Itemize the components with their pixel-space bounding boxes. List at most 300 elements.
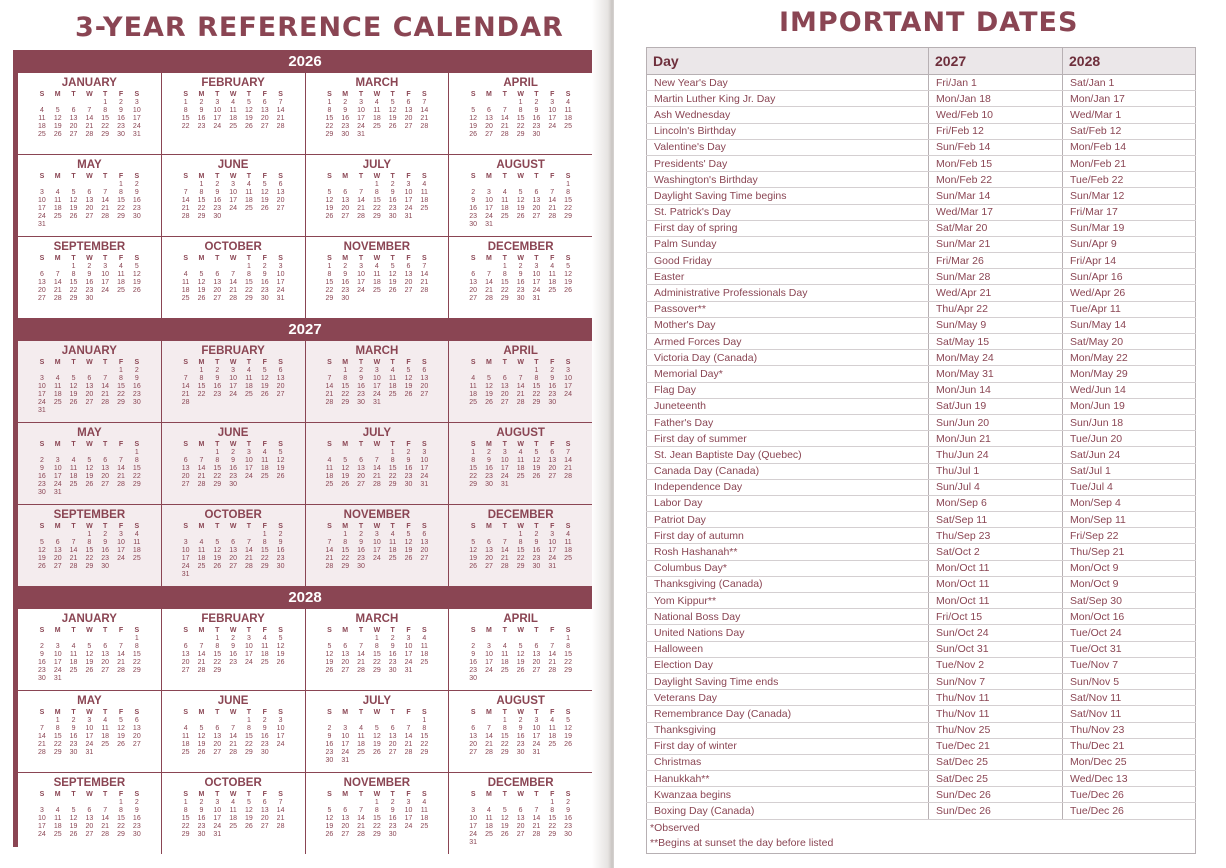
day-number: 7: [406, 725, 411, 732]
day-number: 29: [53, 749, 62, 756]
day-number: 6: [103, 643, 108, 650]
weekday-header: F: [262, 359, 267, 366]
day-number: 12: [117, 725, 125, 732]
day-number: 20: [69, 123, 78, 130]
day-number: 9: [119, 107, 123, 114]
empty-cell: [34, 717, 50, 725]
table-row: [647, 447, 1196, 463]
day-number: 21: [101, 205, 110, 212]
day-number: 18: [245, 383, 253, 390]
date-2028: Mon/Oct 9: [1063, 576, 1196, 592]
day-number: 28: [372, 481, 381, 488]
weekday-header: S: [278, 791, 283, 798]
day-number: 8: [550, 807, 555, 814]
day-number: 11: [469, 383, 477, 390]
day-number: 17: [564, 383, 572, 390]
table-row: [647, 657, 1196, 673]
day-number: 30: [260, 749, 269, 756]
empty-cell: [209, 263, 225, 271]
day-number: 23: [38, 481, 46, 488]
day-number: 15: [117, 197, 125, 204]
month-name: NOVEMBER: [343, 777, 411, 789]
day-number: 31: [276, 295, 285, 302]
day-number: 17: [341, 741, 350, 748]
day-number: 28: [357, 213, 365, 220]
weekday-header: T: [502, 791, 507, 798]
day-number: 30: [532, 563, 541, 570]
day-number: 25: [388, 555, 397, 562]
day-number: 10: [101, 271, 110, 278]
empty-cell: [481, 799, 497, 807]
day-number: 30: [485, 481, 493, 488]
weekday-header: S: [565, 627, 571, 634]
day-number: 9: [359, 375, 363, 382]
day-number: 5: [471, 107, 476, 114]
weekday-header: S: [565, 173, 571, 180]
weekday-header: F: [550, 441, 555, 448]
day-number: 3: [246, 449, 251, 456]
day-number: 17: [548, 547, 557, 554]
weekday-header: S: [421, 173, 427, 180]
weekday-header: T: [502, 91, 507, 98]
weekday-header: T: [390, 709, 395, 716]
day-number: 18: [420, 815, 429, 822]
day-grid: [322, 441, 433, 489]
day-number: 7: [199, 643, 204, 650]
day-number: 26: [516, 213, 525, 220]
day-number: 8: [534, 375, 539, 382]
weekday-header: S: [39, 791, 45, 798]
empty-cell: [465, 181, 481, 189]
day-number: 18: [117, 279, 125, 286]
day-number: 27: [388, 749, 397, 756]
day-number: 30: [132, 399, 141, 406]
day-number: 13: [420, 375, 429, 382]
day-number: 2: [471, 189, 476, 196]
day-number: 7: [231, 271, 236, 278]
weekday-header: S: [39, 709, 45, 716]
weekday-header: T: [534, 709, 539, 716]
empty-cell: [66, 799, 82, 807]
day-number: 29: [341, 563, 350, 570]
day-number: 17: [38, 205, 46, 212]
day-name: First day of summer: [647, 431, 929, 447]
date-2027: Mon/Oct 11: [929, 593, 1063, 609]
weekday-header: T: [215, 91, 220, 98]
day-number: 30: [516, 295, 525, 302]
day-number: 18: [229, 815, 238, 822]
day-number: 18: [53, 823, 62, 830]
day-number: 13: [85, 383, 94, 390]
day-number: 13: [213, 733, 222, 740]
day-name: Lincoln's Birthday: [647, 123, 929, 139]
day-grid: [465, 791, 576, 847]
date-2028: Mon/Jan 17: [1063, 91, 1196, 107]
month-block: [449, 73, 592, 154]
day-name: St. Jean Baptiste Day (Quebec): [647, 447, 929, 463]
weekday-header: S: [327, 441, 332, 448]
day-grid: [322, 523, 433, 571]
day-number: 7: [487, 271, 491, 278]
day-number: 10: [38, 197, 46, 204]
day-number: 5: [134, 263, 139, 270]
day-number: 19: [117, 733, 125, 740]
empty-cell: [529, 635, 545, 643]
weekday-header: S: [327, 627, 332, 634]
day-number: 18: [548, 733, 557, 740]
day-number: 17: [53, 659, 62, 666]
day-grid: [465, 523, 576, 571]
day-number: 17: [245, 651, 253, 658]
day-number: 20: [420, 383, 429, 390]
weekday-header: T: [534, 173, 539, 180]
weekday-header: M: [54, 523, 61, 530]
day-number: 11: [54, 815, 62, 822]
empty-cell: [194, 263, 210, 271]
day-number: 18: [485, 823, 493, 830]
day-number: 11: [389, 375, 397, 382]
day-grid: [34, 441, 145, 497]
day-number: 21: [38, 741, 46, 748]
day-number: 29: [500, 749, 509, 756]
weekday-header: S: [327, 255, 332, 262]
day-number: 8: [518, 107, 523, 114]
day-number: 31: [38, 221, 46, 228]
weekday-header: M: [54, 173, 61, 180]
empty-cell: [465, 263, 481, 271]
day-number: 13: [69, 115, 78, 122]
day-number: 24: [404, 659, 413, 666]
day-number: 9: [566, 807, 571, 814]
day-number: 26: [260, 391, 269, 398]
empty-cell: [97, 635, 113, 643]
day-number: 12: [516, 651, 525, 658]
day-number: 21: [325, 555, 334, 562]
day-number: 10: [229, 189, 238, 196]
day-number: 30: [213, 213, 222, 220]
day-number: 12: [372, 733, 381, 740]
day-number: 7: [103, 375, 108, 382]
day-number: 23: [548, 391, 557, 398]
day-number: 5: [566, 717, 571, 724]
weekday-header: S: [565, 359, 571, 366]
day-number: 4: [374, 99, 379, 106]
date-2027: Thu/Jul 1: [929, 463, 1063, 479]
day-number: 3: [278, 717, 283, 724]
day-number: 19: [197, 741, 206, 748]
weekday-header: T: [215, 173, 220, 180]
day-number: 8: [390, 457, 395, 464]
day-name: Martin Luther King Jr. Day: [647, 91, 929, 107]
day-number: 24: [38, 213, 46, 220]
date-2028: Fri/Apr 14: [1063, 253, 1196, 269]
day-number: 25: [564, 123, 572, 130]
day-number: 15: [69, 279, 78, 286]
day-number: 22: [213, 473, 222, 480]
day-number: 14: [69, 547, 78, 554]
weekday-header: S: [421, 627, 427, 634]
day-number: 15: [372, 651, 381, 658]
day-number: 27: [260, 123, 269, 130]
day-name: Father's Day: [647, 414, 929, 430]
day-number: 29: [101, 131, 110, 138]
day-name: Passover**: [647, 301, 929, 317]
weekday-header: S: [134, 627, 140, 634]
day-number: 16: [197, 815, 206, 822]
day-number: 7: [55, 271, 60, 278]
day-number: 3: [39, 375, 44, 382]
day-number: 23: [85, 287, 94, 294]
day-number: 12: [532, 457, 541, 464]
weekday-header: T: [103, 173, 108, 180]
day-number: 17: [38, 391, 46, 398]
day-number: 21: [229, 287, 238, 294]
day-number: 28: [101, 213, 110, 220]
weekday-header: T: [358, 359, 364, 366]
day-number: 10: [564, 375, 572, 382]
weekday-header: M: [486, 91, 492, 98]
weekday-header: S: [470, 255, 476, 262]
weekday-header: F: [406, 441, 411, 448]
day-number: 8: [71, 271, 76, 278]
date-2028: Sun/Apr 9: [1063, 236, 1196, 252]
weekday-header: M: [486, 173, 492, 180]
day-number: 29: [117, 831, 125, 838]
table-row: [647, 706, 1196, 722]
day-number: 12: [564, 271, 572, 278]
day-number: 12: [245, 807, 253, 814]
date-2027: Tue/Dec 21: [929, 738, 1063, 754]
day-number: 16: [516, 733, 525, 740]
day-number: 25: [516, 473, 525, 480]
day-number: 20: [469, 287, 478, 294]
day-number: 3: [406, 799, 411, 806]
day-number: 10: [38, 815, 46, 822]
day-name: Remembrance Day (Canada): [647, 706, 929, 722]
day-number: 6: [343, 643, 348, 650]
weekday-header: W: [373, 709, 381, 716]
day-number: 9: [134, 375, 139, 382]
day-number: 23: [213, 391, 222, 398]
day-name: St. Patrick's Day: [647, 204, 929, 220]
day-number: 5: [246, 99, 251, 106]
day-number: 3: [119, 531, 123, 538]
day-number: 26: [213, 563, 222, 570]
day-number: 27: [53, 563, 62, 570]
date-2028: Tue/Jul 4: [1063, 479, 1196, 495]
day-number: 20: [181, 473, 190, 480]
day-number: 28: [53, 295, 62, 302]
day-number: 20: [341, 823, 350, 830]
day-number: 15: [500, 733, 509, 740]
month-name: JANUARY: [61, 77, 117, 89]
day-number: 24: [357, 287, 365, 294]
weekday-header: M: [342, 359, 349, 366]
day-number: 4: [262, 635, 267, 642]
empty-cell: [66, 531, 82, 539]
day-number: 4: [566, 531, 571, 538]
day-number: 23: [229, 473, 238, 480]
day-number: 27: [101, 667, 110, 674]
day-number: 1: [134, 449, 139, 456]
day-number: 11: [516, 457, 525, 464]
day-number: 10: [485, 651, 493, 658]
weekday-header: M: [198, 791, 205, 798]
weekday-header: W: [86, 359, 93, 366]
table-header-row: [647, 48, 1196, 75]
day-number: 22: [101, 123, 110, 130]
day-number: 10: [132, 107, 141, 114]
day-number: 28: [325, 563, 334, 570]
weekday-header: W: [86, 709, 93, 716]
weekday-header: F: [118, 709, 124, 716]
empty-cell: [34, 181, 50, 189]
empty-cell: [401, 717, 417, 725]
empty-cell: [465, 635, 481, 643]
day-number: 15: [213, 651, 222, 658]
date-2027: Sun/Mar 21: [929, 236, 1063, 252]
day-number: 23: [388, 823, 397, 830]
day-number: 10: [213, 107, 222, 114]
table-row: [647, 172, 1196, 188]
day-number: 30: [388, 213, 397, 220]
day-number: 9: [262, 271, 267, 278]
day-number: 26: [404, 555, 413, 562]
day-number: 30: [229, 481, 238, 488]
day-number: 23: [260, 741, 269, 748]
day-number: 14: [38, 733, 46, 740]
date-2027: Sun/Jul 4: [929, 479, 1063, 495]
month-block: [162, 341, 305, 422]
weekday-header: F: [550, 91, 555, 98]
day-number: 18: [564, 547, 572, 554]
month-name: DECEMBER: [487, 509, 554, 521]
day-grid: [34, 627, 145, 683]
day-number: 16: [388, 651, 397, 658]
day-number: 18: [357, 741, 365, 748]
day-number: 24: [500, 473, 509, 480]
day-number: 26: [69, 399, 78, 406]
weekday-header: T: [534, 441, 539, 448]
day-number: 25: [38, 131, 46, 138]
day-number: 21: [404, 741, 413, 748]
day-number: 4: [502, 643, 507, 650]
year-band: 2027: [288, 321, 322, 338]
weekday-header: M: [342, 255, 349, 262]
day-number: 28: [325, 399, 334, 406]
day-number: 30: [469, 221, 478, 228]
date-2028: Sat/Nov 11: [1063, 706, 1196, 722]
date-2028: Tue/Oct 24: [1063, 625, 1196, 641]
day-number: 12: [38, 547, 46, 554]
date-2028: Sat/Jul 1: [1063, 463, 1196, 479]
day-number: 24: [181, 563, 190, 570]
footnote-observed: *Observed: [650, 822, 700, 834]
empty-cell: [66, 99, 82, 107]
day-number: 17: [229, 197, 238, 204]
day-number: 29: [516, 563, 525, 570]
day-grid: [178, 709, 289, 757]
day-number: 31: [38, 407, 46, 414]
day-number: 18: [500, 659, 509, 666]
weekday-header: M: [342, 627, 349, 634]
day-number: 2: [103, 531, 108, 538]
day-number: 10: [404, 643, 413, 650]
day-number: 4: [231, 99, 236, 106]
day-name: Daylight Saving Time begins: [647, 188, 929, 204]
day-number: 25: [229, 823, 238, 830]
day-number: 2: [534, 531, 539, 538]
day-number: 25: [372, 123, 381, 130]
day-number: 15: [132, 651, 141, 658]
day-number: 8: [374, 643, 379, 650]
day-number: 31: [357, 131, 365, 138]
empty-cell: [34, 799, 50, 807]
month-name: OCTOBER: [204, 241, 262, 253]
date-2028: Sat/Feb 12: [1063, 123, 1196, 139]
day-number: 12: [213, 547, 222, 554]
day-number: 13: [469, 733, 478, 740]
day-number: 5: [215, 539, 220, 546]
day-number: 3: [231, 367, 236, 374]
weekday-header: S: [39, 627, 45, 634]
day-number: 4: [71, 643, 76, 650]
month-name: OCTOBER: [204, 777, 262, 789]
day-number: 21: [357, 659, 365, 666]
day-number: 29: [197, 213, 206, 220]
day-number: 14: [229, 733, 238, 740]
weekday-header: T: [71, 627, 76, 634]
empty-cell: [322, 449, 338, 457]
day-number: 1: [246, 263, 251, 270]
day-number: 1: [183, 799, 188, 806]
day-number: 27: [500, 399, 509, 406]
empty-cell: [513, 367, 529, 375]
empty-cell: [465, 531, 481, 539]
day-number: 1: [134, 635, 139, 642]
day-number: 28: [420, 287, 429, 294]
day-name: Yom Kippur**: [647, 593, 929, 609]
day-grid: [465, 255, 576, 303]
empty-cell: [322, 531, 338, 539]
empty-cell: [337, 449, 353, 457]
weekday-header: F: [550, 173, 555, 180]
day-number: 17: [85, 733, 94, 740]
day-number: 22: [388, 473, 397, 480]
day-number: 21: [197, 473, 206, 480]
day-number: 12: [500, 815, 509, 822]
day-number: 17: [53, 473, 62, 480]
weekday-header: F: [262, 255, 267, 262]
weekday-header: S: [565, 791, 571, 798]
month-block: [449, 341, 592, 422]
day-number: 26: [500, 831, 509, 838]
day-number: 24: [404, 823, 413, 830]
month-block: [449, 237, 592, 318]
month-block: [18, 341, 161, 422]
day-number: 3: [550, 99, 555, 106]
empty-cell: [544, 635, 560, 643]
month-name: JANUARY: [61, 613, 117, 625]
day-number: 16: [548, 383, 557, 390]
day-number: 22: [260, 555, 269, 562]
day-number: 20: [420, 547, 429, 554]
day-number: 5: [71, 375, 76, 382]
day-number: 9: [231, 643, 236, 650]
weekday-header: T: [215, 441, 220, 448]
weekday-header: S: [183, 709, 188, 716]
day-number: 15: [372, 815, 381, 822]
